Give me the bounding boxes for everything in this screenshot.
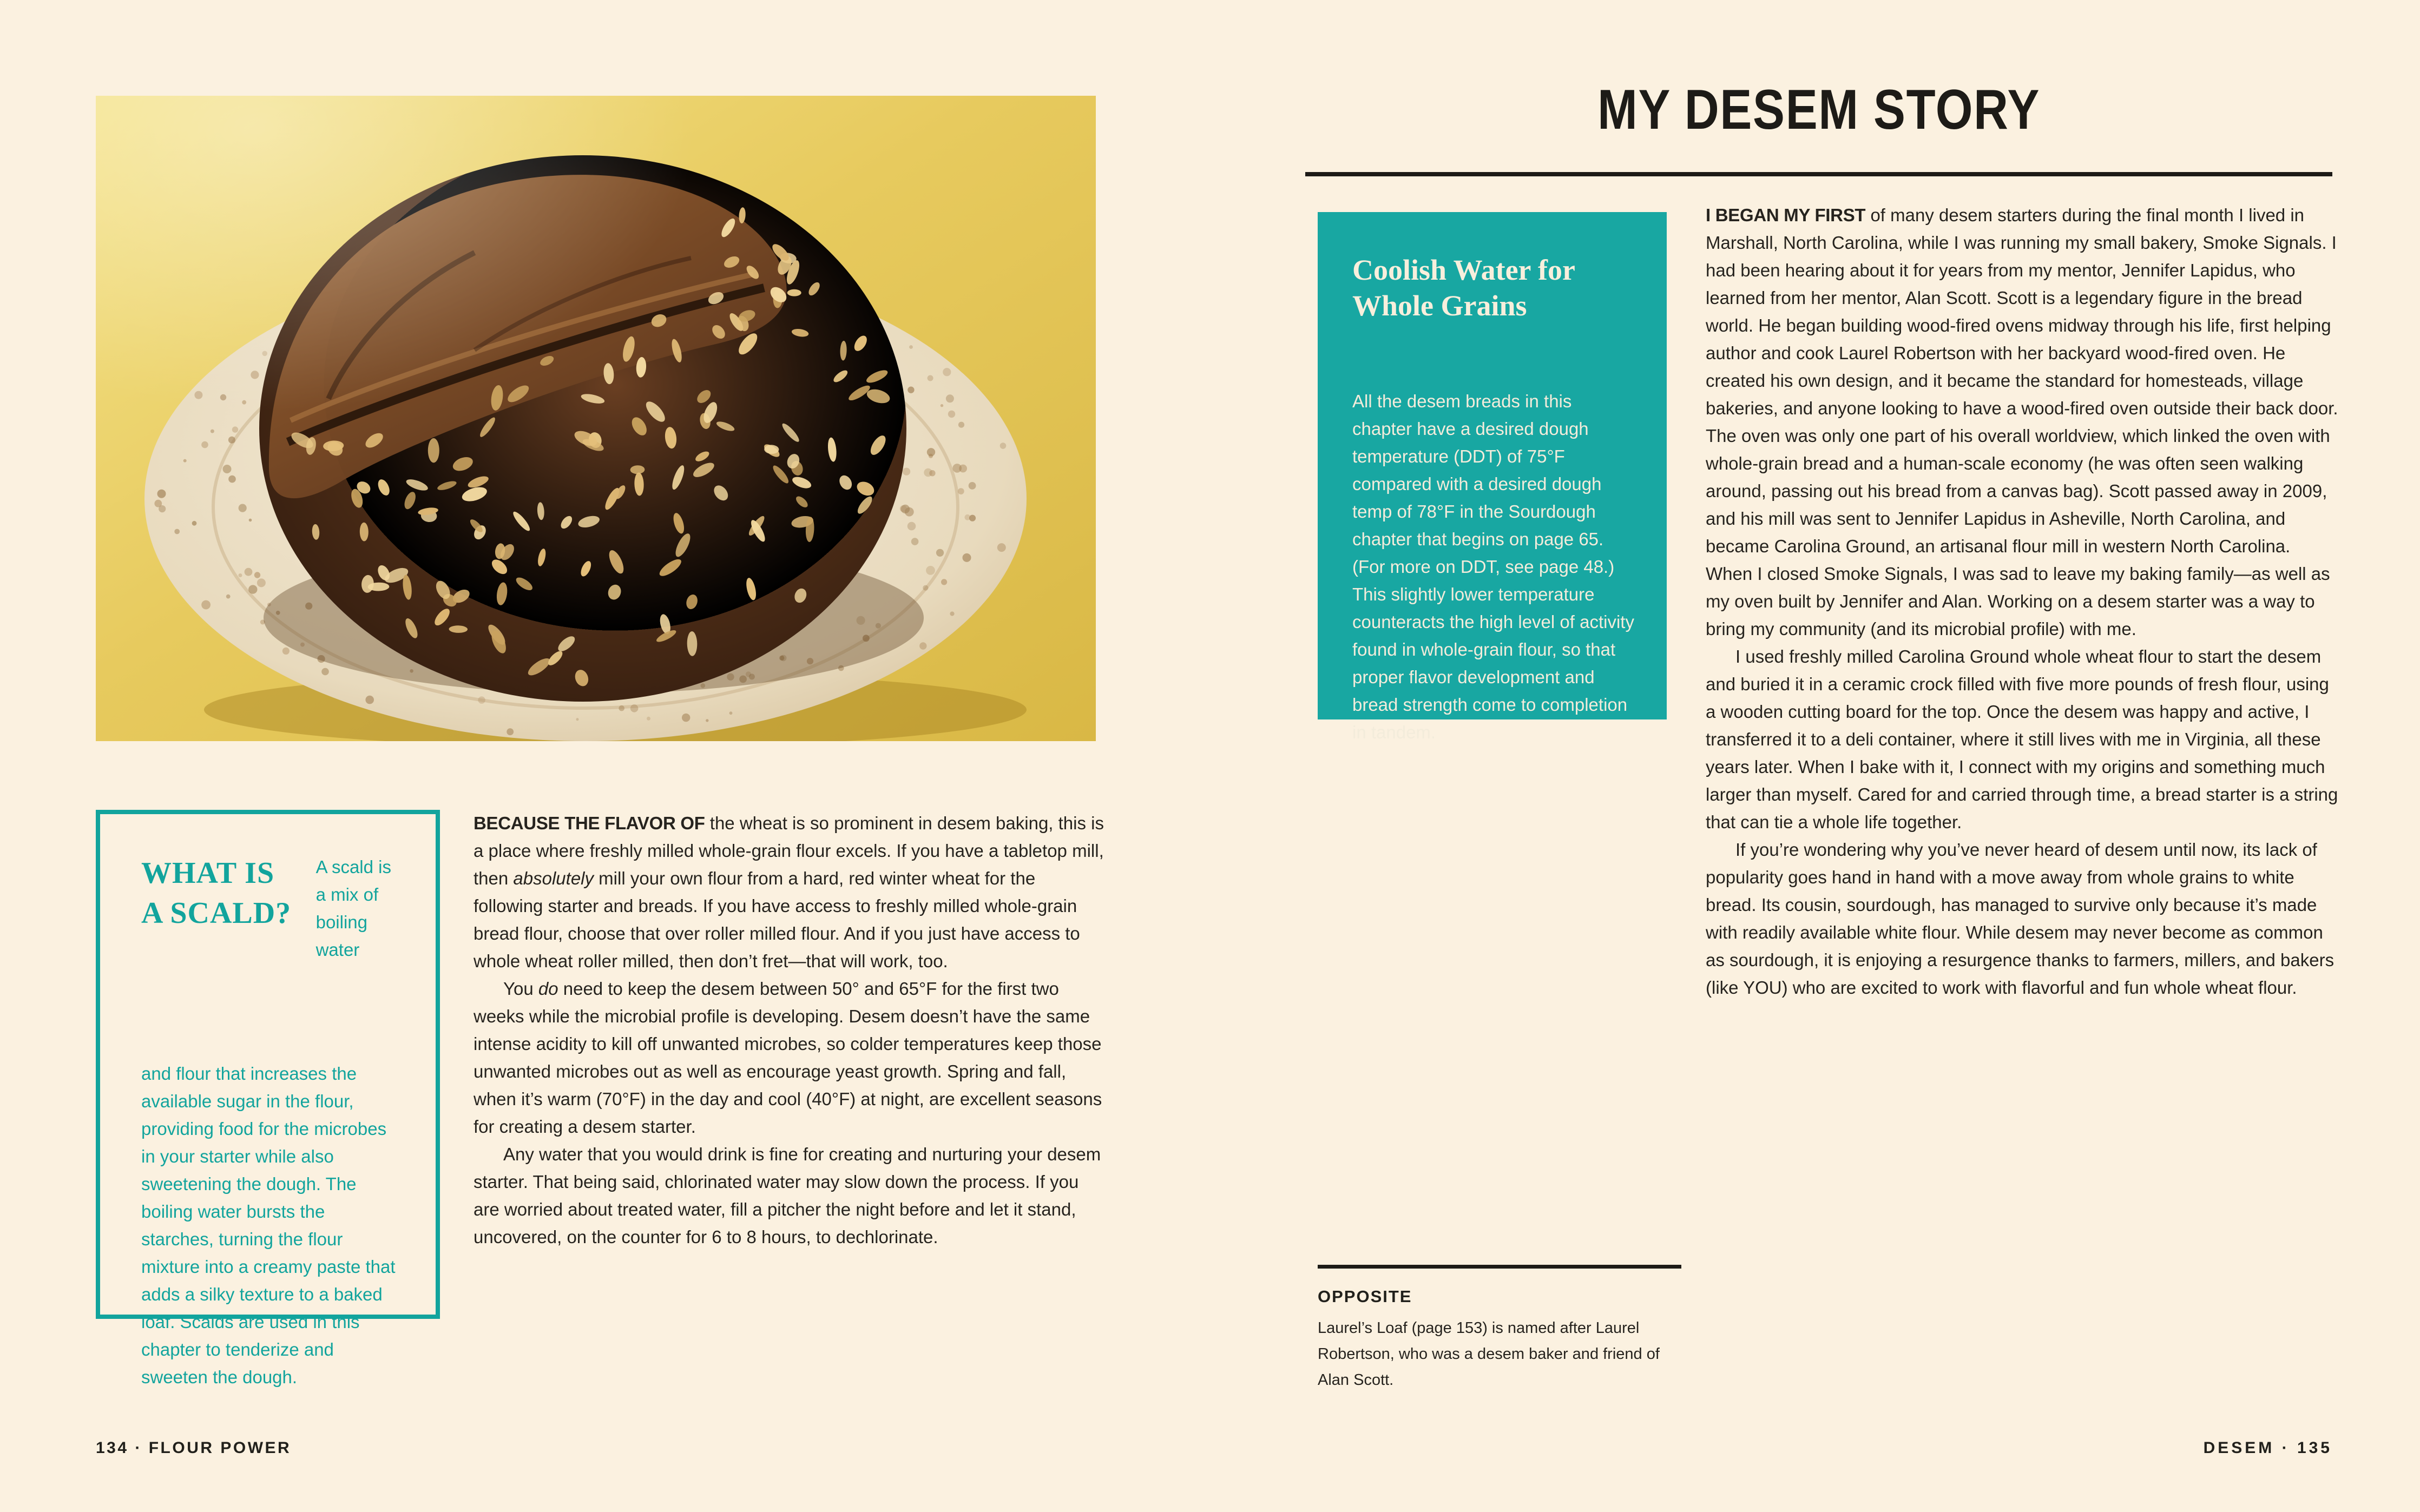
scald-title-line2: A SCALD? — [141, 896, 292, 930]
scald-title-line1: WHAT IS — [141, 856, 275, 890]
caption-rule — [1318, 1265, 1681, 1269]
right-paragraph-1-lead: I BEGAN MY FIRST — [1706, 205, 1866, 225]
page-title — [1305, 80, 2332, 140]
right-paragraph-1-rest: of many desem starters during the final month I lived in Marshall, North Carolina, while I was running my small bakery, Smoke Signals. I had been hearing about it for years from my mentor, Jennifer Lapidus, who learned from her mentor, Alan Scott. Scott is a legendary figure in the bread world. He began building wood-fired ovens midway through his life, first helping author and cook Laurel Robertson with her backyard wood-fired oven. He created his own design, and it became the standard for homesteads, village bakeries, and anyone looking to have a wood-fired oven outside their back door. The oven was only one part of his overall worldview, which linked the oven with whole-grain bread and a human-scale economy (he was often seen walking around, passing out his bread from a canvas bag). Scott passed away in 2009, and his mill was sent to Jennifer Lapidus in Asheville, North Carolina, and became Carolina Ground, an artisanal flour mill in western North Carolina. When I closed Smoke Signals, I was sad to leave my baking family—as well as my oven built by Jennifer and Alan. Working on a desem starter was a way to bring my community (and its microbial profile) with me. — [1706, 205, 2338, 639]
right-page-footer: DESEM · 135 — [2203, 1439, 2332, 1457]
scald-sidebar-intro: A scald is a mix of boiling water — [315, 857, 391, 960]
right-page-body — [1706, 201, 2339, 1001]
caption-label: OPPOSITE — [1318, 1287, 1412, 1306]
left-paragraph-1-lead: BECAUSE THE FLAVOR OF — [474, 813, 705, 833]
left-paragraph-1-italic: absolutely — [513, 868, 594, 888]
scald-sidebar-title — [141, 853, 298, 1060]
scald-sidebar-body: and flour that increases the available sugar in the flour, providing food for the microbes in your starter while also sweetening the dough. The boiling water bursts the starches, turning the flour mixture into a creamy paste that adds a silky texture to a baked loaf. Scalds are used in this chapter to tenderize and sweeten the dough. — [141, 1064, 396, 1387]
coolish-water-callout — [1318, 212, 1667, 742]
left-paragraph-2 — [474, 975, 1107, 1140]
left-paragraph-1 — [474, 809, 1107, 975]
scald-sidebar — [96, 810, 440, 1387]
left-paragraph-2-b: need to keep the desem between 50° and 65°F for the first two weeks while the microbial profile is developing. Desem doesn’t have the same intense acidity to kill off unwanted microbes, so colder temperatures keep those unwanted microbes out as well as encourage yeast growth. Spring and fall, when it’s warm (70°F) in the day and cool (40°F) at night, are excellent seasons for creating a desem starter. — [474, 979, 1102, 1137]
left-page-body — [474, 809, 1107, 1251]
photo-light-overlay — [96, 96, 1096, 741]
bread-photo — [96, 96, 1096, 741]
bread-photo-illustration — [96, 96, 1096, 741]
left-paragraph-2-a: You — [503, 979, 538, 999]
title-rule — [1305, 172, 2332, 176]
right-paragraph-2: I used freshly milled Carolina Ground whole wheat flour to start the desem and buried it in a ceramic crock filled with five more pounds of fresh flour, using a wooden cutting board for the top. Once the desem was happy and active, I transferred it to a deli container, where it still lives with me in Virginia, all these years later. When I bake with it, I connect with my origins and something much larger than myself. Cared for and carried through time, a bread starter is a string that can tie a whole life together. — [1706, 646, 2338, 832]
left-paragraph-2-italic: do — [538, 979, 558, 999]
callout-title: Coolish Water for Whole Grains — [1352, 254, 1575, 322]
left-paragraph-3: Any water that you would drink is fine for creating and nurturing your desem starter. That being said, chlorinated water may slow down the process. If you are worried about treated water, fill a pitcher the night before and let it stand, uncovered, on the counter for 6 to 8 hours, to dechlorinate. — [474, 1144, 1101, 1247]
left-page-footer: 134 · FLOUR POWER — [96, 1439, 292, 1457]
right-paragraph-3: If you’re wondering why you’ve never heard of desem until now, its lack of popularity goes hand in hand with a move away from whole grains to white bread. Its cousin, sourdough, has managed to survive only because it’s made with readily available white flour. While desem may never become as common as sourdough, it is enjoying a resurgence thanks to farmers, millers, and bakers (like YOU) who are excited to work with flavorful and fun whole wheat flour. — [1706, 840, 2334, 998]
callout-body: All the desem breads in this chapter have a desired dough temperature (DDT) of 75°F compared with a desired dough temp of 78°F in the Sourdough chapter that begins on page 65. (For more on DDT, see page 48.) This slightly lower temperature counteracts the high level of activity found in whole-grain flour, so that proper flavor development and bread strength come to completion in tandem. — [1352, 391, 1634, 742]
right-paragraph-1 — [1706, 201, 2339, 643]
caption-text: Laurel’s Loaf (page 153) is named after Laurel Robertson, who was a desem baker and friend of Alan Scott. — [1318, 1319, 1660, 1389]
scald-sidebar-head — [141, 853, 401, 1060]
left-paragraph-1-b: mill your own flour from a hard, red winter wheat for the following starter and breads. If you have access to freshly milled whole-grain bread flour, choose that over roller milled flour. And if you just have access to whole wheat roller milled, then don’t fret—that will work, too. — [474, 868, 1080, 971]
opposite-caption — [1318, 1265, 1691, 1393]
left-paragraph-1-a: the wheat is so prominent in desem baking, this is a place where freshly milled whole-grain flour excels. If you have a tabletop mill, then — [474, 813, 1104, 888]
page-title-text: MY DESEM STORY — [1597, 78, 2040, 141]
